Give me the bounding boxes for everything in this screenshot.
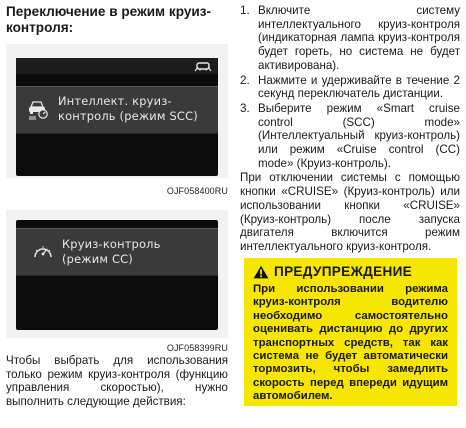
cc-mode-label bbox=[62, 237, 161, 267]
left-column bbox=[6, 4, 228, 409]
step-number: 1. bbox=[240, 4, 250, 17]
warning-box bbox=[244, 258, 457, 406]
figure-scc-screen bbox=[6, 44, 228, 178]
warning-text: При использовании режима круиз-контроля водителю необходимо самостоятельно оценивать дистанцию до других транспортных средств, так как система не будет автоматически тормозить, чтобы замедлить скорость перед впереди идущим автомобилем. bbox=[253, 283, 448, 403]
step-3 bbox=[240, 102, 460, 171]
cruise-button-paragraph: При отключении системы с помощью кнопки «CRUISE» (Круиз-контроль) или использовании кнопки «CRUISE» (Круиз-контроль) после запуска двигателя включится режим интеллектуального круиз-контроля. bbox=[240, 171, 460, 253]
step-text: Выберите режим «Smart cruise control (SCC) mode» (Интеллектуальный круиз-контроль) или режим «Cruise control (CC) mode» (Круиз-контроль). bbox=[258, 101, 460, 170]
cc-mode-line-2: (режим CC) bbox=[62, 252, 133, 266]
scc-mode-line-2: контроль (режим SCC) bbox=[58, 109, 198, 123]
step-2 bbox=[240, 74, 460, 101]
section-title: Переключение в режим круиз-контроля: bbox=[6, 4, 212, 35]
cluster-display bbox=[16, 58, 218, 176]
scc-mode-line-1: Интеллект. круиз- bbox=[58, 94, 172, 108]
cc-mode-line-1: Круиз-контроль bbox=[62, 237, 161, 251]
intro-paragraph: Чтобы выбрать для использования только режим круиз-контроля (функцию управления скоростью), нужно выполнить следующие действия: bbox=[6, 354, 228, 409]
smart-cruise-car-icon bbox=[26, 98, 50, 120]
message-panel bbox=[16, 86, 218, 134]
speedometer-cruise-icon bbox=[32, 242, 54, 262]
step-text: Включите систему интеллектуального круиз-контроля (индикаторная лампа круиз-контроля будет гореть, но система не будет активирована). bbox=[258, 4, 460, 72]
step-1 bbox=[240, 4, 460, 73]
steps-list bbox=[240, 4, 460, 170]
step-number: 2. bbox=[240, 73, 250, 87]
cluster-display bbox=[16, 220, 218, 330]
figure-2-caption: OJF058399RU bbox=[166, 343, 228, 353]
step-text: Нажмите и удерживайте в течение 2 секунд переключатель дистанции. bbox=[258, 73, 460, 101]
car-distance-indicator-icon bbox=[194, 60, 212, 72]
step-number: 3. bbox=[240, 101, 250, 115]
warning-header bbox=[253, 264, 448, 280]
warning-triangle-icon bbox=[253, 265, 269, 279]
figure-1-caption: OJF058400RU bbox=[166, 186, 228, 196]
right-column bbox=[240, 4, 460, 254]
figure-cc-screen bbox=[6, 210, 228, 338]
warning-title: ПРЕДУПРЕЖДЕНИЕ bbox=[274, 264, 413, 279]
message-panel bbox=[16, 228, 218, 276]
display-top-bar bbox=[16, 58, 218, 74]
scc-mode-label bbox=[58, 94, 198, 124]
